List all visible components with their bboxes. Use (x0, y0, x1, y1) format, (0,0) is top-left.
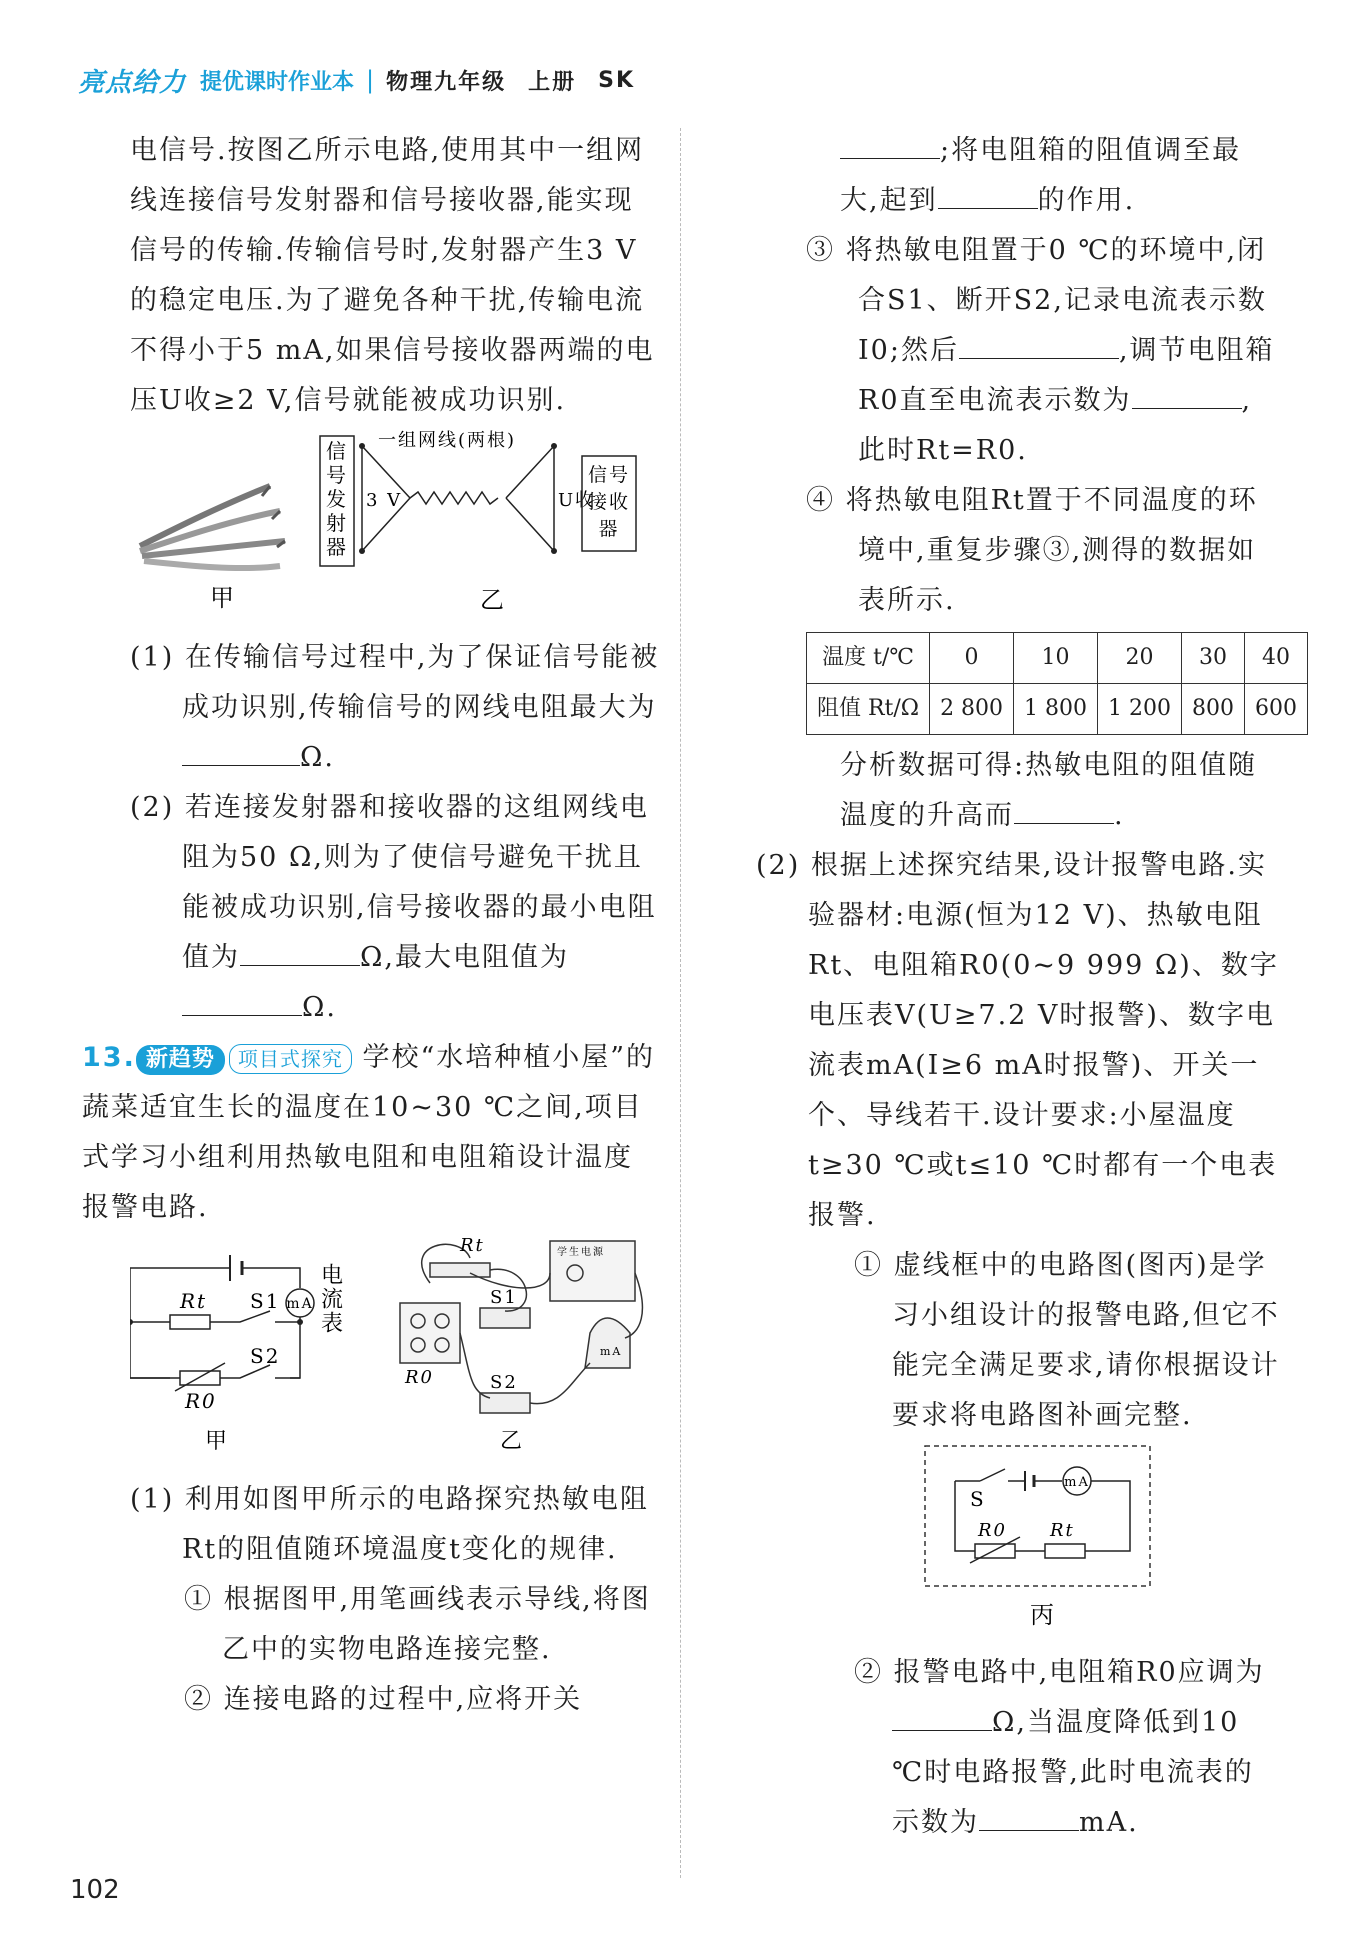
question-13-text: 学校“水培种植小屋”的蔬菜适宜生长的温度在10~30 ℃之间,项目式学习小组利用热敏电阻和电阻箱设计温度报警电路. (82, 1042, 656, 1223)
question-2-design (756, 841, 1280, 1241)
step-2 (130, 1675, 660, 1725)
sender-char-4: 射 (326, 511, 348, 535)
table-cell: 20 (1098, 633, 1182, 684)
answer-blank-current-reading[interactable] (979, 1800, 1079, 1831)
analysis (840, 741, 1280, 841)
step-2-text: 连接电路的过程中,应将开关 (223, 1684, 583, 1715)
series-title: 提优课时作业本 (200, 69, 355, 95)
sub-question-1 (130, 1475, 660, 1575)
answer-blank-current[interactable] (1132, 378, 1242, 409)
caption-bing: 丙 (1030, 1601, 1056, 1629)
question-2 (130, 783, 660, 1033)
s1-label-yi: S1 (490, 1287, 518, 1308)
page-header (78, 60, 635, 100)
sender-char-5: 器 (326, 535, 348, 559)
rt-label-bing: Rt (1050, 1520, 1075, 1541)
question-2-mid: Ω,最大电阻值为 (360, 942, 569, 973)
r0-label-yi: R0 (405, 1367, 435, 1388)
page-number: 102 (70, 1875, 120, 1905)
answer-blank-1[interactable] (182, 735, 300, 766)
table-cell: 40 (1245, 633, 1308, 684)
step-3-text-b: ,调节电阻箱R0直至电流表示数为 (858, 335, 1275, 416)
caption-fig2-yi: 乙 (500, 1429, 525, 1454)
s2-label: S2 (250, 1344, 281, 1368)
question-2-number: (2) (130, 792, 175, 823)
step-3-text-c: ,此时Rt=R0. (858, 385, 1253, 466)
answer-blank-3[interactable] (182, 985, 302, 1016)
design-step-2 (800, 1648, 1280, 1848)
answer-blank-switch[interactable] (840, 128, 940, 159)
step-2-continued (840, 126, 1280, 226)
caption-jia: 甲 (210, 584, 236, 612)
project-badge: 项目式探究 (229, 1044, 352, 1074)
edition-label: SK (598, 67, 636, 93)
table-row (807, 633, 1308, 684)
question-2-design-number: (2) (756, 850, 801, 881)
table-cell: 2 800 (930, 684, 1014, 735)
design-step-2-text-b: Ω,当温度降低到10 ℃时电路报警,此时电流表的示数为 (892, 1707, 1254, 1838)
step-3-number: ③ (806, 235, 835, 266)
design-step-2-text-c: mA. (1079, 1807, 1139, 1838)
table-cell: 1 200 (1098, 684, 1182, 735)
table-cell: 1 800 (1014, 684, 1098, 735)
step-2-continued-end: 的作用. (1037, 185, 1136, 216)
wire-label: 一组网线(两根) (378, 430, 517, 451)
s-label-bing: S (970, 1487, 986, 1511)
question-1-text: 在传输信号过程中,为了保证信号能被成功识别,传输信号的网线电阻最大为 (182, 642, 660, 723)
ammeter-label: 电流表 (317, 1263, 343, 1335)
volume-label: 上册 (528, 69, 577, 95)
answer-blank-2[interactable] (240, 935, 360, 966)
rt-label: Rt (180, 1289, 208, 1313)
step-4-number: ④ (806, 485, 835, 516)
sub-question-1-number: (1) (130, 1484, 175, 1515)
question-2-text: 若连接发射器和接收器的这组网线电阻为50 Ω,则为了使信号避免干扰且能被成功识别,信号接收器的最小电阻值为 (182, 792, 657, 973)
u-recv-label: U收 (558, 490, 596, 511)
question-1-number: (1) (130, 642, 175, 673)
question-13 (82, 1033, 660, 1233)
answer-blank-then[interactable] (959, 328, 1119, 359)
question-2-unit: Ω. (302, 992, 337, 1023)
step-3-text-a: 将热敏电阻置于0 ℃的环境中,闭合S1、断开S2,记录电流表示数I0;然后 (845, 235, 1267, 366)
question-13-number: 13. (82, 1042, 136, 1073)
table-cell: 800 (1182, 684, 1245, 735)
analysis-end: . (1114, 800, 1125, 831)
caption-yi: 乙 (480, 586, 506, 614)
dashed-frame (925, 1446, 1150, 1586)
answer-blank-role[interactable] (938, 178, 1038, 209)
twisted-pair-wire (410, 492, 498, 504)
sender-char-1: 信 (326, 439, 348, 463)
voltage-label: 3 V (366, 490, 403, 511)
header-divider: | (366, 66, 375, 94)
physical-circuit-yi (400, 1241, 642, 1413)
design-step-1-text: 虚线框中的电路图(图丙)是学习小组设计的报警电路,但它不能完全满足要求,请你根据设计要求将电路图补画完整. (892, 1250, 1280, 1431)
question-1-unit: Ω. (300, 742, 335, 773)
design-step-1 (800, 1241, 1280, 1441)
table-cell: 阻值 Rt/Ω (807, 684, 930, 735)
step-2-number: ② (184, 1684, 213, 1715)
table-row (807, 684, 1308, 735)
circuit-jia (130, 1255, 314, 1391)
subject-label: 物理九年级 (386, 69, 507, 95)
ma-symbol-bing: mA (1064, 1475, 1090, 1490)
rt-label-yi: Rt (460, 1235, 485, 1256)
receiver-line-2: 接收 (587, 491, 631, 513)
caption-fig2-jia: 甲 (205, 1429, 230, 1454)
data-table (806, 632, 1308, 735)
step-4-text: 将热敏电阻Rt置于不同温度的环境中,重复步骤③,测得的数据如表所示. (845, 485, 1258, 616)
step-1-text: 根据图甲,用笔画线表示导线,将图乙中的实物电路连接完整. (222, 1584, 651, 1665)
table-cell: 温度 t/℃ (807, 633, 930, 684)
sender-char-2: 号 (326, 463, 348, 487)
s2-label-yi: S2 (490, 1372, 518, 1393)
table-cell: 10 (1014, 633, 1098, 684)
brand-logo: 亮点给力 (78, 67, 187, 98)
table-cell: 0 (930, 633, 1014, 684)
power-supply-label: 学生电源 (557, 1247, 605, 1258)
step-1 (130, 1575, 660, 1675)
twisted-cable-photo (140, 486, 285, 568)
trend-badge: 新趋势 (136, 1045, 225, 1075)
receiver-line-3: 器 (598, 518, 620, 540)
figure-alarm-circuit[interactable] (840, 1441, 1280, 1631)
column-divider (680, 128, 681, 1878)
sender-char-3: 发 (326, 487, 348, 511)
r0-label-bing: R0 (978, 1520, 1008, 1541)
design-step-1-number: ① (854, 1250, 883, 1281)
r0-label: R0 (185, 1389, 217, 1413)
answer-blank-r0[interactable] (892, 1700, 992, 1731)
sub-question-1-text: 利用如图甲所示的电路探究热敏电阻Rt的阻值随环境温度t变化的规律. (182, 1484, 649, 1565)
step-1-number: ① (184, 1584, 213, 1615)
question-2-design-text: 根据上述探究结果,设计报警电路.实验器材:电源(恒为12 V)、热敏电阻Rt、电阻箱R0(0~9 999 Ω)、数字电压表V(U≥7.2 V时报警)、数字电流表mA(I≥6 mA时报警)、开关一个、导线若干.设计要求:小屋温度t≥30 ℃或t≤10 ℃时都有一个电表报警. (808, 850, 1279, 1231)
question-1 (130, 633, 660, 783)
table-cell: 30 (1182, 633, 1245, 684)
step-3 (806, 226, 1280, 476)
analysis-text: 分析数据可得:热敏电阻的阻值随温度的升高而 (840, 750, 1258, 831)
design-step-2-number: ② (854, 1657, 883, 1688)
left-column (82, 126, 660, 1725)
figure-thermistor-circuit (130, 1233, 660, 1458)
step-4 (806, 476, 1280, 626)
figure-network-cable (130, 426, 660, 616)
intro-paragraph: 电信号.按图乙所示电路,使用其中一组网线连接信号发射器和信号接收器,能实现信号的传输.传输信号时,发射器产生3 V的稳定电压.为了避免各种干扰,传输电流不得小于5 mA,如果信号接收器两端的电压U收≥2 V,信号就能被成功识别. (130, 135, 655, 416)
s1-label: S1 (250, 1289, 281, 1313)
right-column (756, 126, 1298, 1848)
table-cell: 600 (1245, 684, 1308, 735)
answer-blank-trend[interactable] (1014, 793, 1114, 824)
step-2-continued-text: ;将电阻箱的阻值调至最大,起到 (840, 135, 1242, 216)
receiver-line-1: 信号 (587, 464, 631, 486)
design-step-2-text-a: 报警电路中,电阻箱R0应调为 (893, 1657, 1265, 1688)
ma-meter-label: mA (600, 1345, 623, 1358)
ma-symbol: mA (286, 1296, 314, 1312)
